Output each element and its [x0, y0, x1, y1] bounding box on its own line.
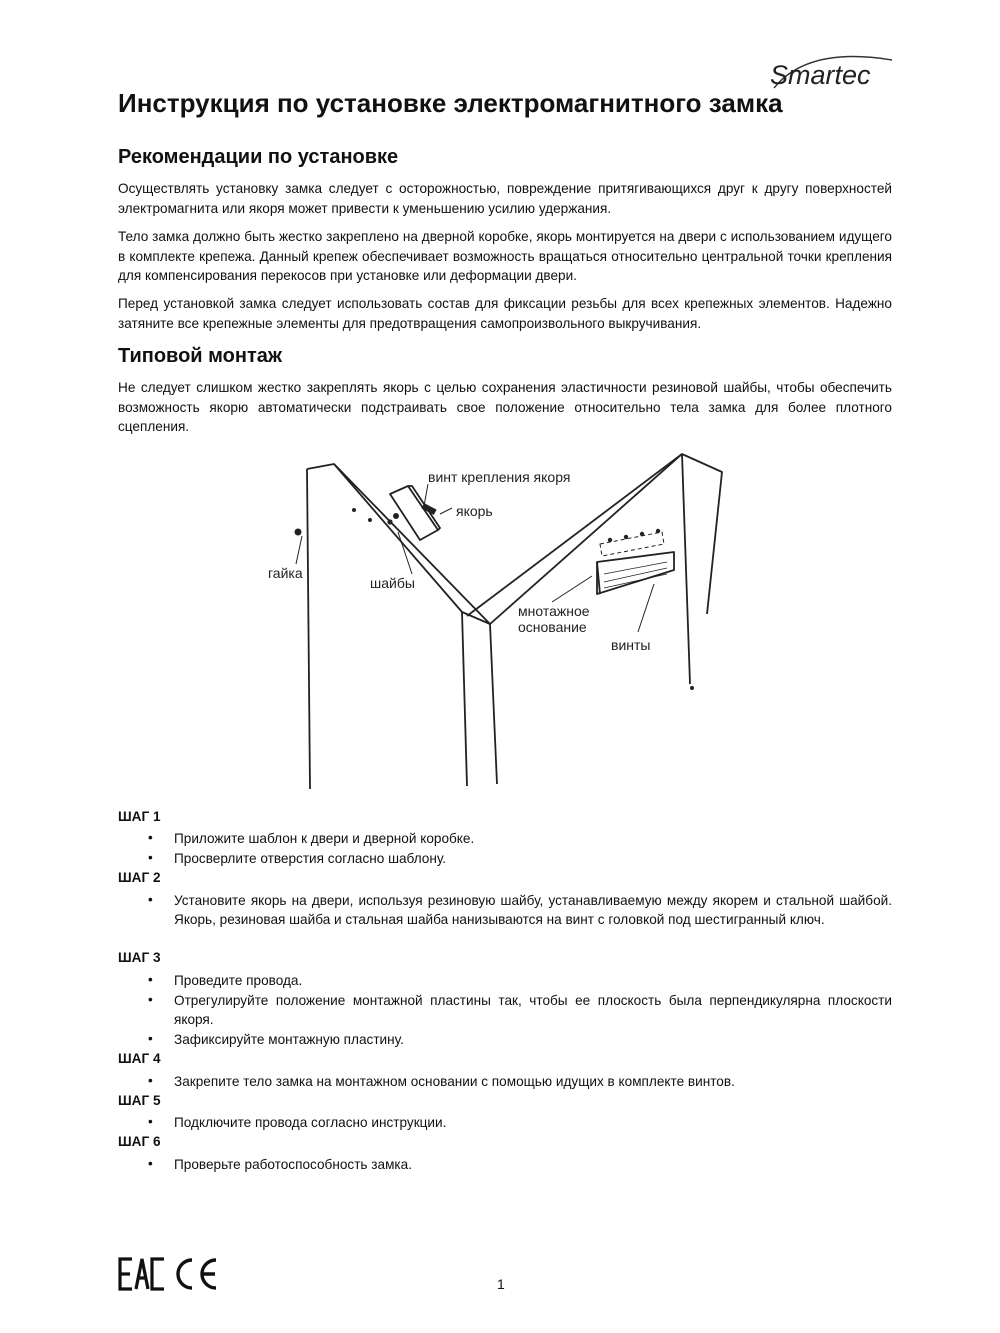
step-label: ШАГ 4	[118, 1051, 161, 1066]
step-label: ШАГ 2	[118, 870, 161, 885]
certification-marks	[118, 1256, 228, 1292]
paragraph: Тело замка должно быть жестко закреплено на дверной коробке, якорь монтируется на двери с использованием идущего в комплекте крепежа. Данный крепеж обеспечивает возможность вращаться относительно центральной точки крепления для компенсирования перекосов при установке или деформации двери.	[118, 229, 892, 283]
bullet: •	[148, 972, 153, 987]
label-anchor-screw: винт крепления якоря	[428, 469, 571, 485]
bullet: •	[148, 1073, 153, 1088]
label-screws: винты	[611, 637, 651, 653]
label-nut: гайка	[268, 565, 303, 581]
step-label: ШАГ 5	[118, 1093, 161, 1108]
label-anchor: якорь	[456, 503, 493, 519]
eac-mark	[120, 1259, 164, 1289]
step-item: Установите якорь на двери, используя резиновую шайбу, устанавливаемую между якорем и стальной шайбой. Якорь, резиновая шайба и стальная шайба нанизываются на винт с головкой под шестигранный ключ.	[174, 893, 892, 927]
label-mount-base-1: мнотажное	[518, 603, 590, 619]
svg-text:Smartec: Smartec	[770, 60, 871, 90]
step-item: Просверлите отверстия согласно шаблону.	[174, 851, 447, 866]
label-washers: шайбы	[370, 575, 415, 591]
section-heading-typical-mount: Типовой монтаж	[118, 345, 283, 367]
page-title: Инструкция по установке электромагнитного замка	[118, 88, 783, 118]
bullet: •	[148, 892, 153, 907]
section-heading-recommendations: Рекомендации по установке	[118, 146, 399, 168]
bullet: •	[148, 992, 153, 1007]
step-item: Отрегулируйте положение монтажной пластины так, чтобы ее плоскость была перпендикулярна плоскости якоря.	[174, 993, 892, 1027]
step-item: Закрепите тело замка на монтажном основании с помощью идущих в комплекте винтов.	[174, 1074, 735, 1089]
installation-diagram	[262, 444, 746, 804]
bullet: •	[148, 1031, 153, 1046]
step-item: Зафиксируйте монтажную пластину.	[174, 1032, 404, 1047]
paragraph: Перед установкой замка следует использовать состав для фиксации резьбы для всех крепежных элементов. Надежно затяните все крепежные элементы для предотвращения самопроизвольного выкручивания.	[118, 296, 892, 331]
step-item: Проверьте работоспособность замка.	[174, 1157, 412, 1172]
step-label: ШАГ 3	[118, 950, 161, 965]
bullet: •	[148, 1156, 153, 1171]
page-number: 1	[497, 1276, 505, 1292]
step-label: ШАГ 6	[118, 1134, 161, 1149]
paragraph: Не следует слишком жестко закреплять якорь с целью сохранения эластичности резиновой шайбы, чтобы обеспечить возможность якорю автоматически подстраивать свое положение относительно тела замка для более плотного сцепления.	[118, 380, 892, 434]
ce-mark	[178, 1260, 216, 1288]
bullet: •	[148, 850, 153, 865]
step-item: Проведите провода.	[174, 973, 303, 988]
step-item: Приложите шаблон к двери и дверной коробке.	[174, 831, 475, 846]
paragraph: Осуществлять установку замка следует с осторожностью, повреждение притягивающихся друг к другу поверхностей электромагнита или якоря может привести к уменьшению усилию удержания.	[118, 181, 892, 216]
bullet: •	[148, 1114, 153, 1129]
step-item: Подключите провода согласно инструкции.	[174, 1115, 447, 1130]
step-label: ШАГ 1	[118, 809, 161, 824]
label-mount-base-2: основание	[518, 619, 587, 635]
bullet: •	[148, 830, 153, 845]
smartec-logo	[768, 52, 898, 94]
